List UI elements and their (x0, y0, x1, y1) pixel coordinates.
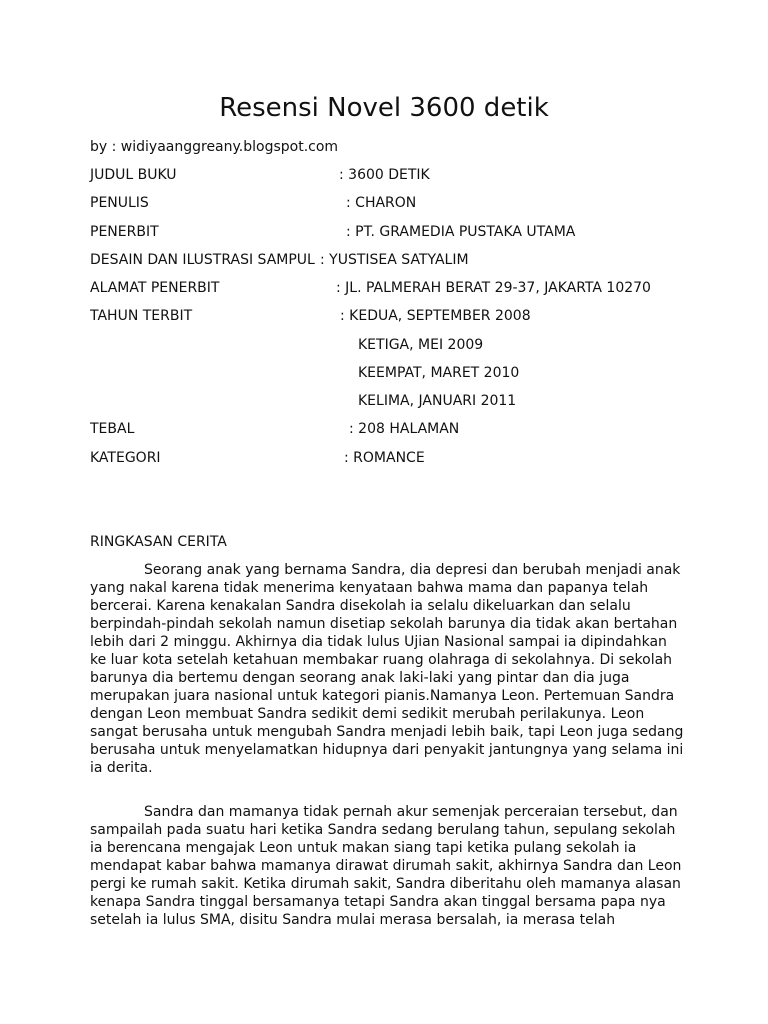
paragraph-line: barunya dia bertemu dengan seorang anak laki-laki yang pintar dan dia juga (90, 670, 630, 686)
field-label-alamat-penerbit: ALAMAT PENERBIT (90, 280, 220, 296)
field-value-penerbit: : PT. GRAMEDIA PUSTAKA UTAMA (346, 224, 576, 240)
paragraph-line: sangat berusaha untuk mengubah Sandra menjadi lebih baik, tapi Leon juga sedang (90, 724, 684, 740)
field-value-tahun-terbit: : KEDUA, SEPTEMBER 2008 (340, 308, 531, 324)
paragraph-line: Seorang anak yang bernama Sandra, dia depresi dan berubah menjadi anak (144, 562, 681, 578)
field-value-alamat-penerbit: : JL. PALMERAH BERAT 29-37, JAKARTA 10270 (336, 280, 651, 296)
paragraph-line: ke luar kota setelah ketahuan membakar ruang olahraga di sekolahnya. Di sekolah (90, 652, 673, 668)
summary-paragraph-1 (90, 561, 684, 777)
paragraph-line: yang nakal karena tidak menerima kenyataan bahwa mama dan papanya telah (90, 580, 649, 596)
field-label-tebal: TEBAL (90, 421, 135, 437)
field-value-judul-buku: : 3600 DETIK (339, 167, 430, 183)
paragraph-line: lebih dari 2 minggu. Akhirnya dia tidak lulus Ujian Nasional sampai ia dipindahkan (90, 634, 667, 650)
field-label-penulis: PENULIS (90, 195, 149, 211)
section-heading: RINGKASAN CERITA (90, 534, 227, 550)
paragraph-line: sampailah pada suatu hari ketika Sandra sedang berulang tahun, sepulang sekolah (90, 822, 676, 838)
field-value-desain-sampul: : YUSTISEA SATYALIM (320, 252, 469, 268)
field-value-penulis: : CHARON (346, 195, 417, 211)
paragraph-line: dengan Leon membuat Sandra sedikit demi sedikit merubah perilakunya. Leon (90, 706, 645, 722)
field-value-tahun-terbit-3: KEEMPAT, MARET 2010 (358, 365, 520, 381)
summary-paragraph-2 (90, 803, 682, 929)
field-label-kategori: KATEGORI (90, 450, 161, 466)
field-label-tahun-terbit: TAHUN TERBIT (90, 308, 193, 324)
paragraph-line: setelah ia lulus SMA, disitu Sandra mulai merasa bersalah, ia merasa telah (90, 912, 616, 928)
paragraph-line: Sandra dan mamanya tidak pernah akur semenjak perceraian tersebut, dan (144, 804, 678, 820)
field-label-desain-sampul: DESAIN DAN ILUSTRASI SAMPUL (90, 252, 315, 268)
field-value-tahun-terbit-4: KELIMA, JANUARI 2011 (358, 393, 517, 409)
paragraph-line: ia berencana mengajak Leon untuk makan siang tapi ketika pulang sekolah ia (90, 840, 637, 856)
paragraph-line: kenapa Sandra tinggal bersamanya tetapi Sandra akan tinggal bersama papa nya (90, 894, 666, 910)
paragraph-line: pergi ke rumah sakit. Ketika dirumah sakit, Sandra diberitahu oleh mamanya alasan (90, 876, 681, 892)
page-title: Resensi Novel 3600 detik (219, 93, 549, 123)
paragraph-line: berpindah-pindah sekolah namun disetiap sekolah barunya dia tidak akan bertahan (90, 616, 678, 632)
field-value-tebal: : 208 HALAMAN (349, 421, 460, 437)
paragraph-line: mendapat kabar bahwa mamanya dirawat dirumah sakit, akhirnya Sandra dan Leon (90, 858, 682, 874)
paragraph-line: bercerai. Karena kenakalan Sandra disekolah ia selalu dikeluarkan dan selalu (90, 598, 631, 614)
field-value-kategori: : ROMANCE (344, 450, 425, 466)
byline: by : widiyaanggreany.blogspot.com (90, 139, 339, 155)
paragraph-line: ia derita. (90, 760, 153, 776)
field-label-penerbit: PENERBIT (90, 224, 159, 240)
field-value-tahun-terbit-2: KETIGA, MEI 2009 (358, 337, 484, 353)
paragraph-line: berusaha untuk menyelamatkan hidupnya dari penyakit jantungnya yang selama ini (90, 742, 684, 758)
paragraph-line: merupakan juara nasional untuk kategori pianis.Namanya Leon. Pertemuan Sandra (90, 688, 675, 704)
field-label-judul-buku: JUDUL BUKU (90, 167, 177, 183)
